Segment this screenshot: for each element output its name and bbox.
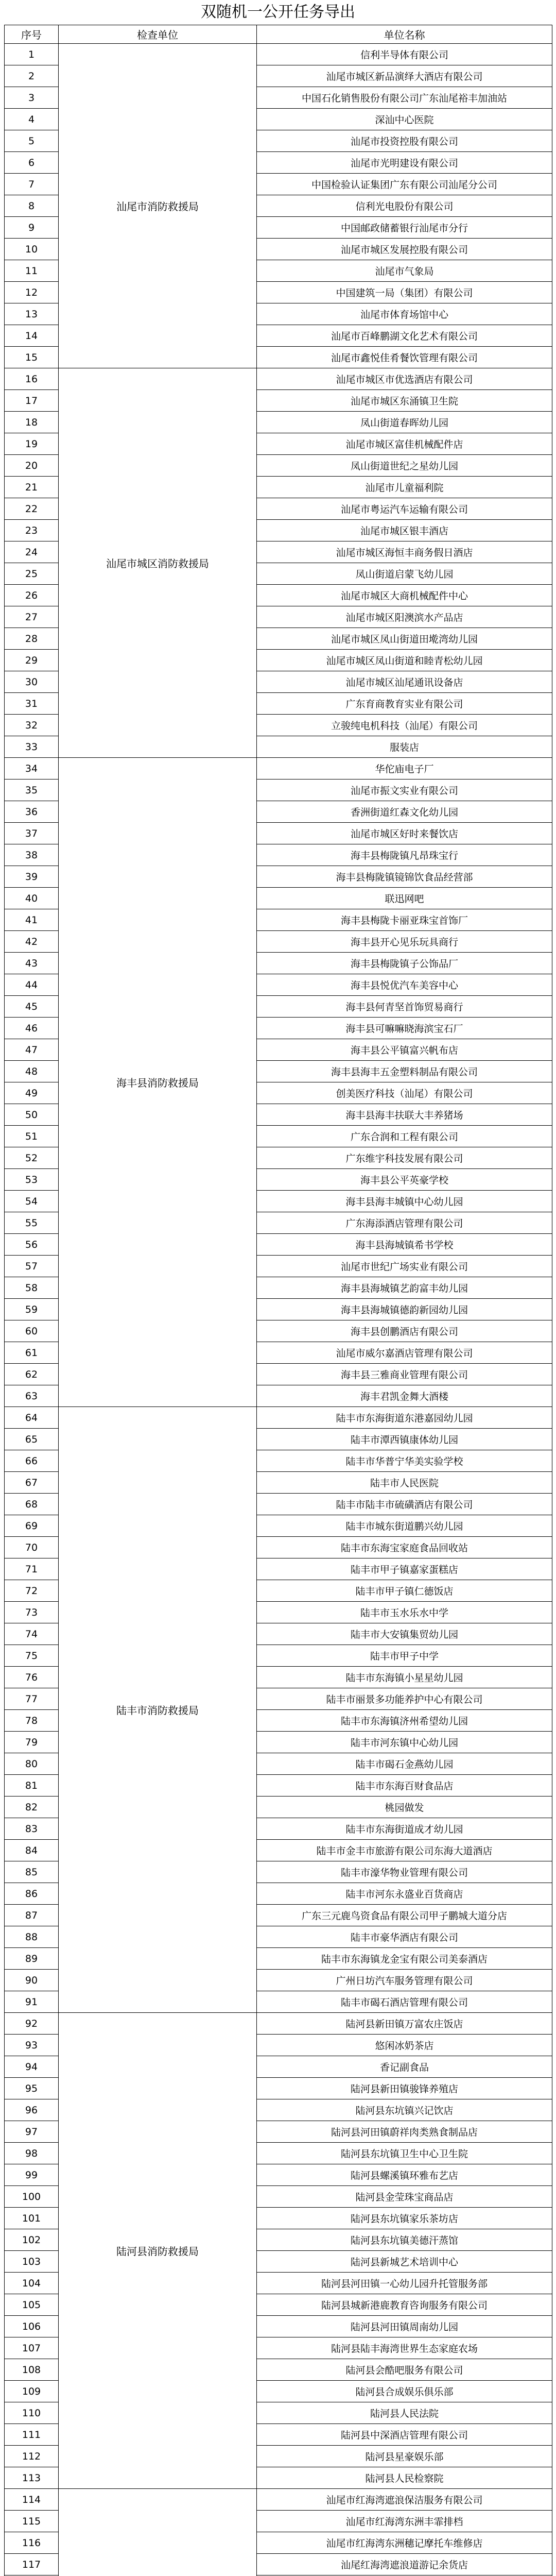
row-unit: 广东海添酒店管理有限公司	[257, 1212, 552, 1234]
header-row	[5, 25, 552, 44]
row-seq: 105	[5, 2294, 59, 2316]
row-unit: 广东三元鹿鸟资食品有限公司甲子鹏城大道分店	[257, 1905, 552, 1926]
row-unit: 陆丰市碣石金燕幼儿园	[257, 1753, 552, 1775]
row-seq: 16	[5, 368, 59, 390]
row-seq: 44	[5, 974, 59, 996]
row-seq: 14	[5, 325, 59, 347]
row-seq: 86	[5, 1883, 59, 1905]
row-unit: 陆丰市玉水乐水中学	[257, 1602, 552, 1623]
row-seq: 64	[5, 1407, 59, 1429]
row-unit: 陆丰市东海街道成才幼儿园	[257, 1818, 552, 1840]
row-dept: 汕尾市消防救援局	[59, 44, 257, 368]
row-unit: 汕尾市百峰鹏湖文化艺术有限公司	[257, 325, 552, 347]
row-seq: 20	[5, 455, 59, 477]
row-seq: 109	[5, 2381, 59, 2402]
row-seq: 69	[5, 1515, 59, 1537]
row-unit: 陆丰市东海宝家庭食品回收站	[257, 1537, 552, 1558]
row-unit: 汕尾市城区银丰酒店	[257, 520, 552, 541]
row-unit: 汕尾市城区凤山街道田墘湾幼儿园	[257, 628, 552, 650]
row-seq: 65	[5, 1429, 59, 1450]
row-seq: 96	[5, 2099, 59, 2121]
row-dept: 海丰县消防救援局	[59, 758, 257, 1407]
row-unit: 陆河县城新港鹿教育咨询服务有限公司	[257, 2294, 552, 2316]
row-seq: 17	[5, 390, 59, 412]
row-seq: 33	[5, 736, 59, 758]
row-seq: 103	[5, 2251, 59, 2273]
row-unit: 汕尾市红海湾东洲穗记摩托车维修店	[257, 2532, 552, 2554]
row-seq: 61	[5, 1342, 59, 1364]
row-unit: 陆丰市甲子镇嘉家蛋糕店	[257, 1558, 552, 1580]
row-seq: 97	[5, 2121, 59, 2143]
row-unit: 汕尾市城区市优选酒店有限公司	[257, 368, 552, 390]
row-unit: 陆河县东坑镇兴记饮店	[257, 2099, 552, 2121]
row-unit: 陆丰市濠华物业管理有限公司	[257, 1861, 552, 1883]
row-unit: 陆丰市碣石酒店管理有限公司	[257, 1991, 552, 2013]
row-unit: 海丰县海丰五金塑料制品有限公司	[257, 1061, 552, 1082]
row-unit: 凤山街道春晖幼儿园	[257, 412, 552, 433]
row-unit: 海丰县三雅商业管理有限公司	[257, 1364, 552, 1385]
row-unit: 陆河县东坑镇美德汗蒸馆	[257, 2229, 552, 2251]
row-seq: 5	[5, 130, 59, 152]
table-body	[5, 44, 552, 2576]
row-seq: 102	[5, 2229, 59, 2251]
row-unit: 汕尾市投资控股有限公司	[257, 130, 552, 152]
row-seq: 92	[5, 2013, 59, 2035]
row-seq: 76	[5, 1667, 59, 1688]
row-unit: 陆河县河田镇蔚祥肉类熟食制品店	[257, 2121, 552, 2143]
row-seq: 43	[5, 953, 59, 974]
row-seq: 1	[5, 44, 59, 65]
row-seq: 9	[5, 217, 59, 239]
row-unit: 海丰县梅陇卡丽亚珠宝首饰厂	[257, 909, 552, 931]
task-table	[4, 25, 552, 2576]
row-unit: 陆丰市东海百财食品店	[257, 1775, 552, 1797]
row-seq: 29	[5, 650, 59, 671]
row-dept: 汕尾市城区消防救援局	[59, 368, 257, 758]
row-unit: 海丰县开心见乐玩具商行	[257, 931, 552, 953]
row-unit: 深汕中心医院	[257, 109, 552, 130]
row-unit: 陆丰市丽景多功能养护中心有限公司	[257, 1688, 552, 1710]
row-seq: 91	[5, 1991, 59, 2013]
row-seq: 10	[5, 239, 59, 260]
row-unit: 海丰县可嘛嘛晓海滨宝石厂	[257, 1018, 552, 1039]
row-seq: 93	[5, 2035, 59, 2056]
row-seq: 112	[5, 2446, 59, 2467]
row-unit: 香洲街道红森文化幼儿园	[257, 801, 552, 823]
row-unit: 陆丰市河东镇中心幼儿园	[257, 1732, 552, 1753]
row-unit: 信利光电股份有限公司	[257, 195, 552, 217]
row-seq: 75	[5, 1645, 59, 1667]
row-seq: 7	[5, 174, 59, 195]
row-seq: 47	[5, 1039, 59, 1061]
row-seq: 60	[5, 1320, 59, 1342]
row-unit: 广东育商教育实业有限公司	[257, 693, 552, 715]
row-unit: 汕尾市世纪广场实业有限公司	[257, 1256, 552, 1277]
row-unit: 汕尾市鑫悦佳肴餐饮管理有限公司	[257, 347, 552, 368]
row-seq: 19	[5, 433, 59, 455]
row-unit: 陆河县河田镇周南幼儿园	[257, 2316, 552, 2337]
row-seq: 27	[5, 606, 59, 628]
row-dept: 陆丰市消防救援局	[59, 1407, 257, 2013]
row-unit: 汕尾市振文实业有限公司	[257, 779, 552, 801]
row-dept: 陆河县消防救援局	[59, 2013, 257, 2489]
row-unit: 海丰县海城镇德韵新园幼儿园	[257, 1299, 552, 1320]
row-unit: 汕尾市粤运汽车运输有限公司	[257, 498, 552, 520]
row-seq: 24	[5, 541, 59, 563]
row-seq: 21	[5, 477, 59, 498]
row-seq: 2	[5, 65, 59, 87]
row-seq: 82	[5, 1797, 59, 1818]
row-seq: 30	[5, 671, 59, 693]
row-seq: 108	[5, 2359, 59, 2381]
row-seq: 107	[5, 2337, 59, 2359]
row-seq: 78	[5, 1710, 59, 1732]
row-unit: 创美医疗科技（汕尾）有限公司	[257, 1082, 552, 1104]
row-unit: 汕尾市红海湾遮浪保洁服务有限公司	[257, 2489, 552, 2511]
row-seq: 84	[5, 1840, 59, 1861]
row-unit: 汕尾市城区东涌镇卫生院	[257, 390, 552, 412]
row-seq: 95	[5, 2078, 59, 2099]
column-header-unit: 单位名称	[257, 25, 552, 44]
row-seq: 34	[5, 758, 59, 779]
row-seq: 57	[5, 1256, 59, 1277]
row-unit: 陆河县人民法院	[257, 2402, 552, 2424]
row-unit: 信利半导体有限公司	[257, 44, 552, 65]
row-seq: 94	[5, 2056, 59, 2078]
row-seq: 74	[5, 1623, 59, 1645]
row-unit: 海丰县公平镇富兴帆布店	[257, 1039, 552, 1061]
row-unit: 汕尾市城区发展控股有限公司	[257, 239, 552, 260]
row-seq: 116	[5, 2532, 59, 2554]
table-row	[5, 1407, 552, 1429]
row-dept	[59, 2489, 257, 2576]
row-seq: 100	[5, 2186, 59, 2208]
row-unit: 汕尾市威尔嘉酒店管理有限公司	[257, 1342, 552, 1364]
row-seq: 38	[5, 844, 59, 866]
row-seq: 71	[5, 1558, 59, 1580]
row-seq: 66	[5, 1450, 59, 1472]
row-unit: 海丰县梅陇镇子公饰品厂	[257, 953, 552, 974]
row-unit: 汕尾市城区海恒丰商务假日酒店	[257, 541, 552, 563]
row-unit: 海丰县海城镇艺韵富丰幼儿园	[257, 1277, 552, 1299]
row-unit: 陆丰市人民医院	[257, 1472, 552, 1494]
table-row	[5, 758, 552, 779]
table-row	[5, 2489, 552, 2511]
row-seq: 117	[5, 2554, 59, 2575]
row-unit: 凤山街道世纪之星幼儿园	[257, 455, 552, 477]
row-unit: 陆丰市金丰市旅游有限公司东海大道酒店	[257, 1840, 552, 1861]
row-seq: 12	[5, 282, 59, 303]
row-seq: 113	[5, 2467, 59, 2489]
row-seq: 40	[5, 888, 59, 909]
row-unit: 汕尾市城区富佳机械配件店	[257, 433, 552, 455]
row-unit: 凤山街道启蒙飞幼儿园	[257, 563, 552, 585]
row-unit: 汕尾市儿童福利院	[257, 477, 552, 498]
row-seq: 115	[5, 2511, 59, 2532]
row-unit: 广东维宇科技发展有限公司	[257, 1147, 552, 1169]
row-unit: 汕尾市城区凤山街道和睦青松幼儿园	[257, 650, 552, 671]
row-seq: 68	[5, 1494, 59, 1515]
row-seq: 22	[5, 498, 59, 520]
row-seq: 11	[5, 260, 59, 282]
row-unit: 陆丰市潭西镇康体幼儿园	[257, 1429, 552, 1450]
row-unit: 海丰县何青坚首饰贸易商行	[257, 996, 552, 1018]
row-unit: 汕尾市城区新品演绎大酒店有限公司	[257, 65, 552, 87]
row-unit: 桃园做发	[257, 1797, 552, 1818]
table-row	[5, 44, 552, 65]
row-seq: 8	[5, 195, 59, 217]
row-unit: 陆河县合成娱乐俱乐部	[257, 2381, 552, 2402]
column-header-seq: 序号	[5, 25, 59, 44]
row-seq: 3	[5, 87, 59, 109]
row-seq: 13	[5, 303, 59, 325]
row-seq: 77	[5, 1688, 59, 1710]
row-unit: 陆河县中深酒店管理有限公司	[257, 2424, 552, 2446]
row-unit: 海丰县公平英豪学校	[257, 1169, 552, 1191]
row-unit: 海丰县梅陇镇镜锦饮食品经营部	[257, 866, 552, 888]
row-unit: 海丰县悦优汽车美容中心	[257, 974, 552, 996]
row-seq: 36	[5, 801, 59, 823]
row-seq: 28	[5, 628, 59, 650]
row-seq: 106	[5, 2316, 59, 2337]
row-unit: 陆河县河田镇一心幼儿园升托管服务部	[257, 2273, 552, 2294]
row-unit: 陆丰市东海街道东港嘉园幼儿园	[257, 1407, 552, 1429]
row-seq: 114	[5, 2489, 59, 2511]
row-seq: 90	[5, 1970, 59, 1991]
row-seq: 54	[5, 1191, 59, 1212]
row-seq: 31	[5, 693, 59, 715]
row-unit: 广东合润和工程有限公司	[257, 1126, 552, 1147]
row-seq: 70	[5, 1537, 59, 1558]
row-unit: 陆河县螺溪镇环雅布艺店	[257, 2164, 552, 2186]
row-unit: 陆丰市甲子中学	[257, 1645, 552, 1667]
row-seq: 101	[5, 2208, 59, 2229]
row-unit: 海丰县创鹏酒店有限公司	[257, 1320, 552, 1342]
row-unit: 陆河县金莹珠宝商品店	[257, 2186, 552, 2208]
row-unit: 陆河县东坑镇家乐茶坊店	[257, 2208, 552, 2229]
row-seq: 15	[5, 347, 59, 368]
row-unit: 陆丰市东海镇龙金宝有限公司美泰酒店	[257, 1948, 552, 1970]
row-unit: 广州日坊汽车服务管理有限公司	[257, 1970, 552, 1991]
row-seq: 25	[5, 563, 59, 585]
row-unit: 服装店	[257, 736, 552, 758]
row-unit: 汕尾红海湾遮浪道游记余货店	[257, 2554, 552, 2575]
row-unit: 陆河县人民检察院	[257, 2467, 552, 2489]
table-row	[5, 2013, 552, 2035]
row-unit: 陆丰市城东街道鹏兴幼儿园	[257, 1515, 552, 1537]
row-seq: 87	[5, 1905, 59, 1926]
row-unit: 海丰县海丰城镇中心幼儿园	[257, 1191, 552, 1212]
row-unit: 汕尾市气象局	[257, 260, 552, 282]
row-unit: 海丰君凯金舞大酒楼	[257, 1385, 552, 1407]
row-seq: 45	[5, 996, 59, 1018]
row-seq: 42	[5, 931, 59, 953]
row-unit: 陆丰市河东永盛业百货商店	[257, 1883, 552, 1905]
row-seq: 51	[5, 1126, 59, 1147]
row-seq: 56	[5, 1234, 59, 1256]
row-unit: 华佗庙电子厂	[257, 758, 552, 779]
row-unit: 中国检验认证集团广东有限公司汕尾分公司	[257, 174, 552, 195]
table-row	[5, 368, 552, 390]
row-unit: 陆河县陆丰海湾世界生态家庭农场	[257, 2337, 552, 2359]
row-seq: 48	[5, 1061, 59, 1082]
row-unit: 立骏纯电机科技（汕尾）有限公司	[257, 715, 552, 736]
row-seq: 37	[5, 823, 59, 844]
row-unit: 陆河县东坑镇卫生中心卫生院	[257, 2143, 552, 2164]
row-seq: 110	[5, 2402, 59, 2424]
row-seq: 83	[5, 1818, 59, 1840]
row-seq: 32	[5, 715, 59, 736]
page-title: 双随机一公开任务导出	[201, 3, 355, 21]
row-seq: 50	[5, 1104, 59, 1126]
row-seq: 62	[5, 1364, 59, 1385]
row-seq: 41	[5, 909, 59, 931]
column-header-dept: 检查单位	[59, 25, 257, 44]
row-seq: 39	[5, 866, 59, 888]
row-seq: 55	[5, 1212, 59, 1234]
row-seq: 81	[5, 1775, 59, 1797]
row-seq: 99	[5, 2164, 59, 2186]
row-unit: 海丰县海丰扶联大丰养猪场	[257, 1104, 552, 1126]
table-header	[5, 25, 552, 44]
row-seq: 58	[5, 1277, 59, 1299]
row-unit: 陆丰市甲子镇仁德饭店	[257, 1580, 552, 1602]
row-seq: 26	[5, 585, 59, 606]
row-unit: 中国邮政储蓄银行汕尾市分行	[257, 217, 552, 239]
row-unit: 汕尾市城区大商机械配件中心	[257, 585, 552, 606]
row-unit: 汕尾市城区汕尾通讯设备店	[257, 671, 552, 693]
row-seq: 88	[5, 1926, 59, 1948]
row-seq: 52	[5, 1147, 59, 1169]
row-unit: 陆河县新田镇万富农庄饭店	[257, 2013, 552, 2035]
row-seq: 53	[5, 1169, 59, 1191]
row-unit: 联迅网吧	[257, 888, 552, 909]
row-seq: 23	[5, 520, 59, 541]
row-unit: 汕尾市红海湾东洲丰霏排档	[257, 2511, 552, 2532]
row-unit: 陆丰市华普宁华美实验学校	[257, 1450, 552, 1472]
row-unit: 汕尾市城区好时来餐饮店	[257, 823, 552, 844]
row-seq: 63	[5, 1385, 59, 1407]
row-unit: 海丰县梅陇镇凡昂珠宝行	[257, 844, 552, 866]
row-unit: 香记副食品	[257, 2056, 552, 2078]
row-seq: 73	[5, 1602, 59, 1623]
row-seq: 35	[5, 779, 59, 801]
row-seq: 4	[5, 109, 59, 130]
row-unit: 陆丰市东海镇济州希望幼儿园	[257, 1710, 552, 1732]
row-unit: 汕尾市光明建设有限公司	[257, 152, 552, 174]
row-seq: 80	[5, 1753, 59, 1775]
row-unit: 海丰县海城镇希书学校	[257, 1234, 552, 1256]
row-seq: 98	[5, 2143, 59, 2164]
row-unit: 陆丰市豪华酒店有限公司	[257, 1926, 552, 1948]
row-unit: 陆丰市东海镇小星星幼儿园	[257, 1667, 552, 1688]
row-unit: 陆河县会酷吧服务有限公司	[257, 2359, 552, 2381]
row-unit: 陆河县星豪娱乐部	[257, 2446, 552, 2467]
row-unit: 陆河县新城艺术培训中心	[257, 2251, 552, 2273]
row-unit: 悠闲冰奶茶店	[257, 2035, 552, 2056]
row-seq: 89	[5, 1948, 59, 1970]
row-seq: 104	[5, 2273, 59, 2294]
row-seq: 85	[5, 1861, 59, 1883]
row-seq: 67	[5, 1472, 59, 1494]
row-unit: 陆丰市陆丰市硫磺酒店有限公司	[257, 1494, 552, 1515]
row-unit: 汕尾市体育场馆中心	[257, 303, 552, 325]
row-seq: 46	[5, 1018, 59, 1039]
row-unit: 陆河县新田镇骏锋养殖店	[257, 2078, 552, 2099]
row-seq: 49	[5, 1082, 59, 1104]
row-seq: 18	[5, 412, 59, 433]
row-seq: 79	[5, 1732, 59, 1753]
row-seq: 111	[5, 2424, 59, 2446]
row-unit: 汕尾市城区阳澳滨水产品店	[257, 606, 552, 628]
row-seq: 6	[5, 152, 59, 174]
row-unit: 中国石化销售股份有限公司广东汕尾裕丰加油站	[257, 87, 552, 109]
row-unit: 中国建筑一局（集团）有限公司	[257, 282, 552, 303]
row-unit: 陆丰市大安镇集贸幼儿园	[257, 1623, 552, 1645]
row-seq: 72	[5, 1580, 59, 1602]
row-seq: 59	[5, 1299, 59, 1320]
